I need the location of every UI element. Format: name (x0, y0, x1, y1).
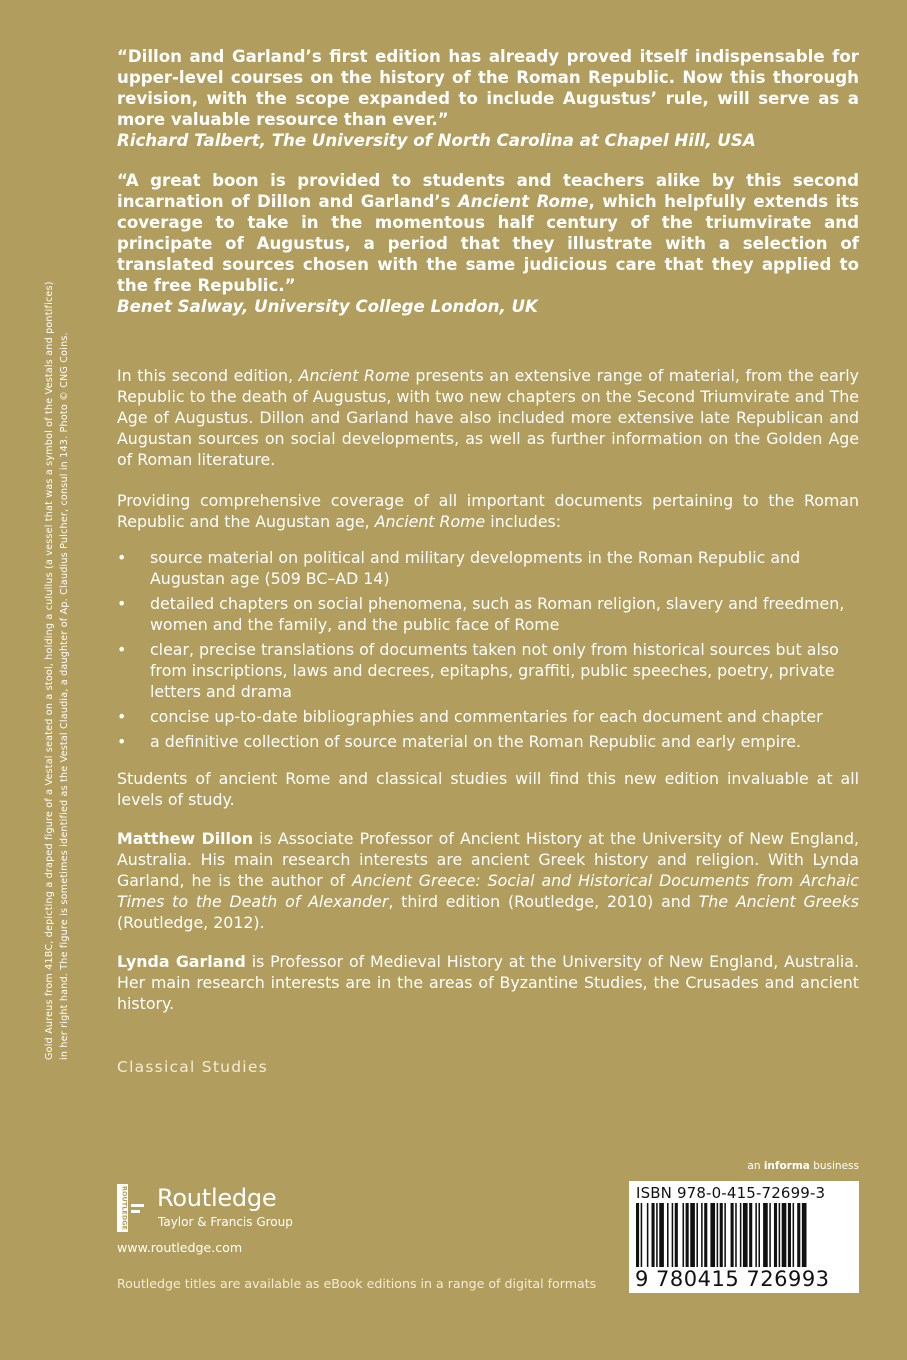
back-cover-content (117, 46, 859, 1078)
author-bio-garland: Lynda Garland is Professor of Medieval History at the University of New England, Australia. Her main research interests are in the areas of Byzantine Studies, the Crusades and ancient history. (117, 952, 859, 1013)
book-title-italic: Ancient Rome (457, 192, 589, 211)
bullet-icon: • (117, 732, 127, 751)
publisher-group: Taylor & Francis Group (158, 1215, 293, 1229)
cover-photo-caption (42, 40, 72, 1060)
caption-line-1: Gold Aureus from 41BC, depicting a draped figure of a Vestal seated on a stool, holding a culullus (a vessel that was a symbol of the Vestals and pontifices) (44, 281, 55, 1060)
coverage-paragraph: Providing comprehensive coverage of all important documents pertaining to the Roman Republic and the Augustan age, Ancient Rome includes: (117, 491, 859, 531)
list-item: • concise up-to-date bibliographies and commentaries for each document and chapter (117, 707, 823, 726)
barcode-digits: 9 780415 726993 (635, 1267, 830, 1291)
ebook-note: Routledge titles are available as eBook editions in a range of digital formats (117, 1276, 597, 1291)
review-quote-1: “Dillon and Garland’s first edition has already proved itself indispensable for upper-level courses on the history of the Roman Republic. Now this thorough revision, with the scope expanded to include Augustus’ rule, will serve as a more valuable resource than ever.” (117, 47, 859, 129)
review-attribution-2: Benet Salway, University College London, UK (117, 297, 538, 316)
routledge-mark-icon (117, 1184, 147, 1232)
isbn-label: ISBN 978-0-415-72699-3 (636, 1184, 826, 1202)
svg-text:ROUTLEDGE: ROUTLEDGE (120, 1186, 129, 1230)
bullet-icon: • (117, 640, 127, 659)
publisher-name: Routledge (157, 1184, 277, 1212)
author-bio-dillon: Matthew Dillon is Associate Professor of Ancient History at the University of New England, Australia. His main research interests are ancient Greek history and religion. With Lynda Garland, he is the author of Ancient Greece: Social and Historical Documents from Archaic Times to the Death of Alexander, third edition (Routledge, 2010) and The Ancient Greeks (Routledge, 2012). (117, 829, 859, 932)
isbn-barcode (629, 1181, 859, 1293)
bullet-icon: • (117, 594, 127, 613)
series-label: Classical Studies (117, 1058, 268, 1076)
intro-paragraph: In this second edition, Ancient Rome presents an extensive range of material, from the early Republic to the death of Augustus, with two new chapters on the Second Triumvirate and The Age of Augustus. Dillon and Garland have also included more extensive late Republican and Augustan sources on social developments, as well as further information on the Golden Age of Roman literature. (117, 366, 859, 469)
review-quote-2: “A great boon is provided to students and teachers alike by this second incarnation of Dillon and Garland’s Ancient Rome, which helpfully extends its coverage to take in the momentous half century of the triumvirate and principate of Augustus, a period that they illustrate with a selection of translated sources chosen with the same judicious care that they applied to the free Republic.” (117, 171, 859, 295)
author-name: Matthew Dillon (117, 829, 254, 848)
informa-tagline: an informa business (747, 1160, 859, 1172)
list-item: • detailed chapters on social phenomena, such as Roman religion, slavery and freedmen, women and the family, and the public face of Rome (117, 594, 845, 634)
author-name: Lynda Garland (117, 952, 246, 971)
feature-list (117, 547, 859, 752)
bullet-icon: • (117, 707, 127, 726)
review-attribution-1: Richard Talbert, The University of North Carolina at Chapel Hill, USA (117, 131, 756, 150)
list-item: • source material on political and military developments in the Roman Republic and Augustan age (509 BC–AD 14) (117, 548, 801, 588)
caption-line-2: in her right hand. The figure is sometimes identified as the Vestal Claudia, a daughter of Ap. Claudius Pulcher, consul in 143. Photo © CNG Coins. (59, 332, 70, 1060)
publisher-website: www.routledge.com (117, 1240, 243, 1255)
list-item: • a definitive collection of source material on the Roman Republic and early empire. (117, 732, 801, 751)
list-item: • clear, precise translations of documents taken not only from historical sources but also from inscriptions, laws and decrees, epitaphs, graffiti, public speeches, poetry, private letters and drama (117, 640, 839, 701)
bullet-icon: • (117, 548, 127, 567)
students-paragraph: Students of ancient Rome and classical studies will find this new edition invaluable at all levels of study. (117, 769, 859, 809)
